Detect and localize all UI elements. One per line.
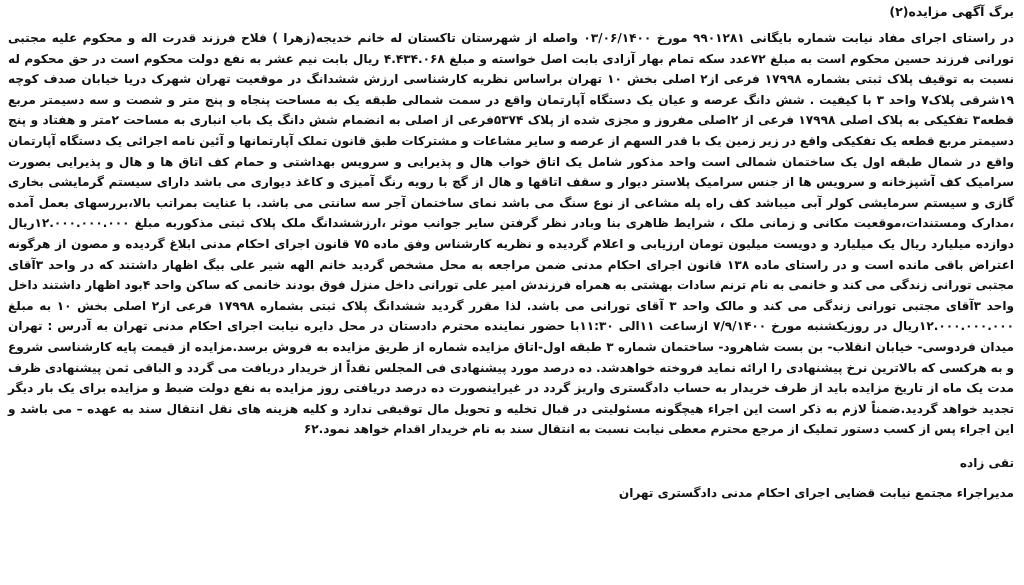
signer-name: تقی زاده <box>959 455 1014 470</box>
notice-body: در راستای اجرای مفاد نیابت شماره بایگانی ۹۹۰۱۲۸۱ مورخ ۰۳/۰۶/۱۴۰۰ واصله از شهرستان تاکستان له خانم خدیجه(زهرا ) فلاح فرزند قدرت اله و محکوم علیه مجتبی تورانی فرزند حسین محکوم است به مبلغ ۷۲عدد سکه تمام بهار آزادی بابت اصل خواسته و مبلغ ۴.۴۳۴.۰۶۸ ریال بابت نیم عشر به نفع دولت محکوم است در حق محکوم له نسبت به توقیف پلاک ثبتی بشماره ۱۷۹۹۸ فرعی از۲ اصلی بخش ۱۰ تهران براساس نظریه کارشناسی ارزش ششدانگ در موقعیت تهران شهرک دریا خیابان صدف کوچه ۱۹شرقی پلاک۷ واحد ۳ با کیفیت . شش دانگ عرصه و عیان یک دستگاه آپارتمان واقع در سمت شمالی طبقه یک به مساحت پنجاه و پنج متر و شصت و سه دسیمتر مربع قطعه۳ تفکیکی به پلاک اصلی ۱۷۹۹۸ فرعی از ۲اصلی مفروز و مجزی شده از پلاک ۵۳۷۴فرعی از اصلی به انضمام شش دانگ یک باب انباری به مساحت ۲متر و هفتاد و پنج دسیمتر مربع قطعه یک تفکیکی واقع در زیر زمین یک با قدر السهم از عرصه و سایر مشاعات و مشترکات طبق قانون تملک آپارتمانها و آئین نامه اجرائی یک دستگاه آپارتمان واقع در شمال طبقه اول یک ساختمان شمالی است واحد مذکور شامل یک اتاق خواب هال و پذیرایی و سرویس بهداشتی و حمام کف اتاق ها و هال و پذیرایی بصورت سرامیک کف آشپزخانه و سرویس ها از جنس سرامیک پلاستر دیوار و سقف اتاقها و هال از گچ با رویه رنگ آمیزی و کاغذ دیواری می باشد دارای سیستم گرمایشی بخاری گازی و سیستم سرمایشی کولر آبی میباشد کف راه پله مشاعی از نوع سنگ می باشد نمای ساختمان آجر سه سانتی می باشد. با عنایت بمراتب بالا،بررسهای بعمل آمده ،مدارک ومستندات،موقعیت مکانی و زمانی ملک ، شرایط ظاهری بنا وبادر نظر گرفتن سایر جوانب موثر ،ارزششدانگ ملک پلاک ثبتی مذکوربه مبلغ ۱۲.۰۰۰.۰۰۰.۰۰۰ریال دوازده میلیارد ریال یک میلیارد و دویست میلیون تومان ارزیابی و اعلام گردیده و نظریه کارشناس وفق ماده ۷۵ قانون اجرای احکام مدنی ابلاغ گردیده و مصون از هرگونه اعتراض باقی مانده است و در راستای ماده ۱۳۸ قانون اجرای احکام مدنی ضمن مراجعه به محل مشخص گردید خانم الهه شیر علی بیگ اظهار داشتند که در واحد ۳آقای مجتبی تورانی زندگی می کند و خانمی به نام ترنم سادات بهشتی به همراه فرزندش امیر علی تورانی داخل منزل فوق بودند خانمی که ساکن واحد ۴بود اظهار داشتند داخل واحد ۳آقای مجتبی تورانی زندگی می کند و مالک واحد ۳ آقای تورانی می باشد. لذا مقرر گردید ششدانگ پلاک ثبتی بشماره ۱۷۹۹۸ فرعی از۲ اصلی بخش ۱۰ به مبلغ ۱۲.۰۰۰.۰۰۰.۰۰۰ریال در روزیکشنبه مورخ ۷/۹/۱۴۰۰ ازساعت ۱۱الی ۱۱:۳۰با حضور نماینده محترم دادستان در محل دایره نیابت اجرای احکام مدنی تهران به آدرس : تهران میدان فردوسی- خیابان انقلاب- بن بست شاهرود- ساختمان شماره ۳ طبقه اول-اتاق مزایده شماره از طریق مزایده به فروش برسد.مزایده از قیمت پایه کارشناسی شروع و به هرکسی که بالاترین نرخ پیشنهادی را ارائه نماید فروخته خواهدشد. ده درصد مورد پیشنهادی فی المجلس نقداً از خریدار دریافت می گردد و الباقی ثمن پیشنهادی ظرف مدت یک ماه از تاریخ مزایده باید از طرف خریدار به حساب دادگستری واریز گردد در غیراینصورت ده درصد دریافتی روز مزایده به نفع دولت ضبط و مزایده برای یک بار دیگر تجدید خواهد گردید.ضمناً لازم به ذکر است این اجراء هیچگونه مسئولیتی در قبال تخلیه و تحویل مال توقیفی ندارد و کلیه هزینه های نقل انتقال سند به عهده – می باشد و این اجراء پس از کسب دستور تملیک از مرجع محترم معطی نیابت نسبت به انتقال سند به نام خریدار اقدام خواهد نمود.۶۲ <box>8 31 1015 437</box>
notice-title: برگ آگهی مزایده(۲) <box>889 4 1014 19</box>
auction-notice <box>8 4 1014 502</box>
issuing-organization: مدیراجراء مجتمع نیابت قضایی اجرای احکام مدنی دادگستری تهران <box>618 485 1014 500</box>
